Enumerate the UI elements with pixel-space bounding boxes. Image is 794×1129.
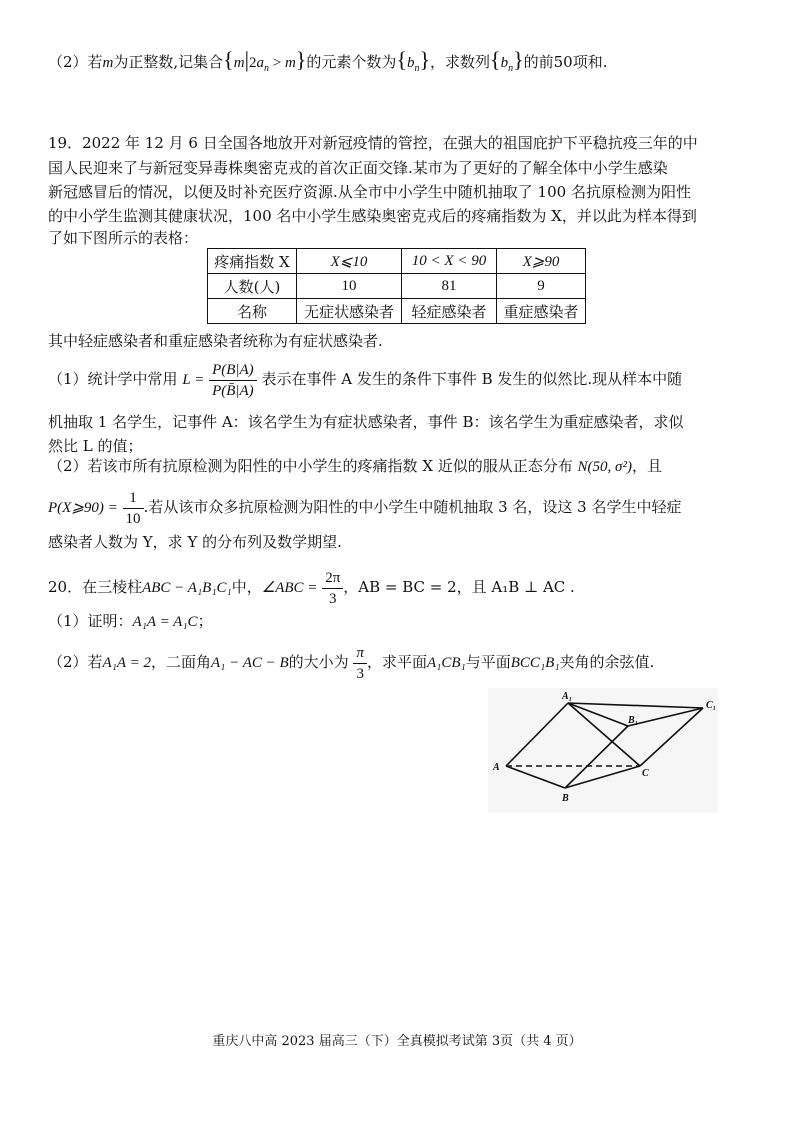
q18-part2-line xyxy=(48,47,608,75)
plane-bcc1b1: BCC₁B₁ xyxy=(510,655,560,671)
q20-part1-prefix: （1）证明： xyxy=(48,612,133,630)
prism-name: ABC − A₁B₁C₁ xyxy=(142,580,232,596)
q19-line1: 19．2022 年 12 月 6 日全国各地放开对新冠疫情的管控，在强大的祖国庇护下平稳抗疫三年的中 xyxy=(48,134,698,152)
q20-part1 xyxy=(48,611,213,632)
q18-part2-mid3: ，求数列 xyxy=(430,53,491,71)
probability-expression: P(X⩾90) = xyxy=(48,500,118,516)
label-b: B xyxy=(562,793,569,804)
var-m: m xyxy=(102,55,114,71)
q18-part2-prefix: （2）若 xyxy=(48,53,103,71)
q19-part1-line2: 机抽取 1 名学生，记事件 A：该名学生为有症状感染者，事件 B：该名学生为重症感染者，求似 xyxy=(48,413,684,431)
q20-part2-mid: ，二面角 xyxy=(150,653,211,671)
q19-part1-line1 xyxy=(48,355,682,404)
q19-line4: 的中小学生监测其健康状况，100 名中小学生感染奥密克戎后的疼痛指数为 X，并以此为样本得到 xyxy=(48,207,697,225)
q20-intro xyxy=(48,565,575,610)
q20-sides: ，AB = BC = 2，且 A₁B ⊥ AC . xyxy=(343,578,575,596)
q19-part1-line3: 然比 L 的值； xyxy=(48,437,143,455)
table-cell: 疼痛指数 X xyxy=(208,249,297,274)
label-c1: C₁ xyxy=(706,700,717,711)
prism-figure xyxy=(488,688,718,813)
likelihood-fraction xyxy=(209,360,257,401)
q18-part2-suffix: 的前50项和. xyxy=(523,53,608,71)
q20-part2-with: 与平面 xyxy=(465,653,511,671)
q19-part1-prefix: （1）统计学中常用 xyxy=(48,370,178,388)
q20-part2-prefix: （2）若 xyxy=(48,653,103,671)
fraction-denominator: 10 xyxy=(123,508,144,529)
page-footer: 重庆八中高 2023 届高三（下）全真模拟考试第 3页（共 4 页） xyxy=(212,1034,582,1049)
table-cell: 轻症感染者 xyxy=(402,299,497,324)
q20-part2-ask: ，求平面 xyxy=(366,653,427,671)
table-cell: 9 xyxy=(497,274,586,299)
fraction-numerator: π xyxy=(356,644,364,661)
table-row xyxy=(208,249,586,274)
fraction-numerator: 2π xyxy=(325,569,341,586)
set-expression: $\{m|2a_n > m\}$ xyxy=(223,47,307,74)
label-c: C xyxy=(642,768,649,779)
angle-abc: ∠ABC = xyxy=(261,580,318,596)
q19-part2-rest: .若从该市众多抗原检测为阳性的中小学生中随机抽取 3 名，设这 3 名学生中轻症 xyxy=(143,498,682,516)
q20-part1-end: ； xyxy=(197,612,213,630)
q18-part2-mid2: 的元素个数为 xyxy=(306,53,397,71)
table-cell: 名称 xyxy=(208,299,297,324)
table-cell: 10 xyxy=(297,274,402,299)
table-cell: X⩽10 xyxy=(297,249,402,274)
table-row xyxy=(208,299,586,324)
plane-a1cb1: A₁CB₁ xyxy=(426,655,466,671)
q20-part2-condition: A₁A = 2 xyxy=(102,655,151,671)
label-a: A xyxy=(493,762,500,773)
table-cell: X⩾90 xyxy=(497,249,586,274)
q19-after-table: 其中轻症感染者和重症感染者统称为有症状感染者. xyxy=(48,332,383,350)
fraction-numerator: P(B|A) xyxy=(212,361,254,378)
seq-bn-2: $\{b_n\}$ xyxy=(490,47,524,74)
q18-part2-mid1: 为正整数,记集合 xyxy=(113,53,224,71)
q20-part2 xyxy=(48,640,654,685)
likelihood-L: L = xyxy=(182,372,205,388)
q19-part2-text: （2）若该市所有抗原检测为阳性的中小学生的疼痛指数 X 近似的服从正态分布 xyxy=(48,457,573,475)
table-row xyxy=(208,274,586,299)
table-cell: 81 xyxy=(402,274,497,299)
q19-line5: 了如下图所示的表格： xyxy=(48,229,199,247)
q19-part2-and: ，且 xyxy=(631,457,662,475)
q19-part2-line2 xyxy=(48,485,681,530)
probability-fraction xyxy=(123,488,144,529)
q19-part1-suffix: 表示在事件 A 发生的条件下事件 B 发生的似然比.现从样本中随 xyxy=(261,370,683,388)
table-cell: 人数(人) xyxy=(208,274,297,299)
pain-index-table xyxy=(207,248,586,324)
fraction-denominator: 3 xyxy=(322,588,343,609)
q20-part2-size: 的大小为 xyxy=(288,653,349,671)
pi-over-3-fraction xyxy=(353,643,367,684)
normal-distribution: N(50, σ²) xyxy=(577,459,632,475)
q19-line2: 国人民迎来了与新冠变异毒株奥密克戎的首次正面交锋.某市为了更好的了解全体中小学生感染 xyxy=(48,159,668,177)
q19-part2-line3: 感染者人数为 Y，求 Y 的分布列及数学期望. xyxy=(48,533,342,551)
angle-fraction xyxy=(322,568,343,609)
label-b1: B₁ xyxy=(628,715,639,726)
q20-intro-prefix: 20．在三棱柱 xyxy=(48,578,143,596)
q20-intro-mid: 中， xyxy=(231,578,262,596)
q19-line3: 新冠感冒后的情况，以便及时补充医疗资源.从全市中小学生中随机抽取了 100 名抗原检测为阳性 xyxy=(48,183,691,201)
seq-bn-1: $\{b_n\}$ xyxy=(396,47,430,74)
q19-part2-line1 xyxy=(48,456,662,477)
fraction-numerator: 1 xyxy=(129,489,137,506)
dihedral-angle: A₁ − AC − B xyxy=(210,655,289,671)
table-cell: 无症状感染者 xyxy=(297,299,402,324)
table-cell: 10 < X < 90 xyxy=(402,249,497,274)
fraction-denominator: 3 xyxy=(353,663,367,684)
fraction-denominator: P(B̄|A) xyxy=(209,380,257,401)
q20-part1-equation: A₁A = A₁C xyxy=(132,614,198,630)
q20-part2-end: 夹角的余弦值. xyxy=(559,653,655,671)
table-cell: 重症感染者 xyxy=(497,299,586,324)
label-a1: A₁ xyxy=(562,691,573,702)
